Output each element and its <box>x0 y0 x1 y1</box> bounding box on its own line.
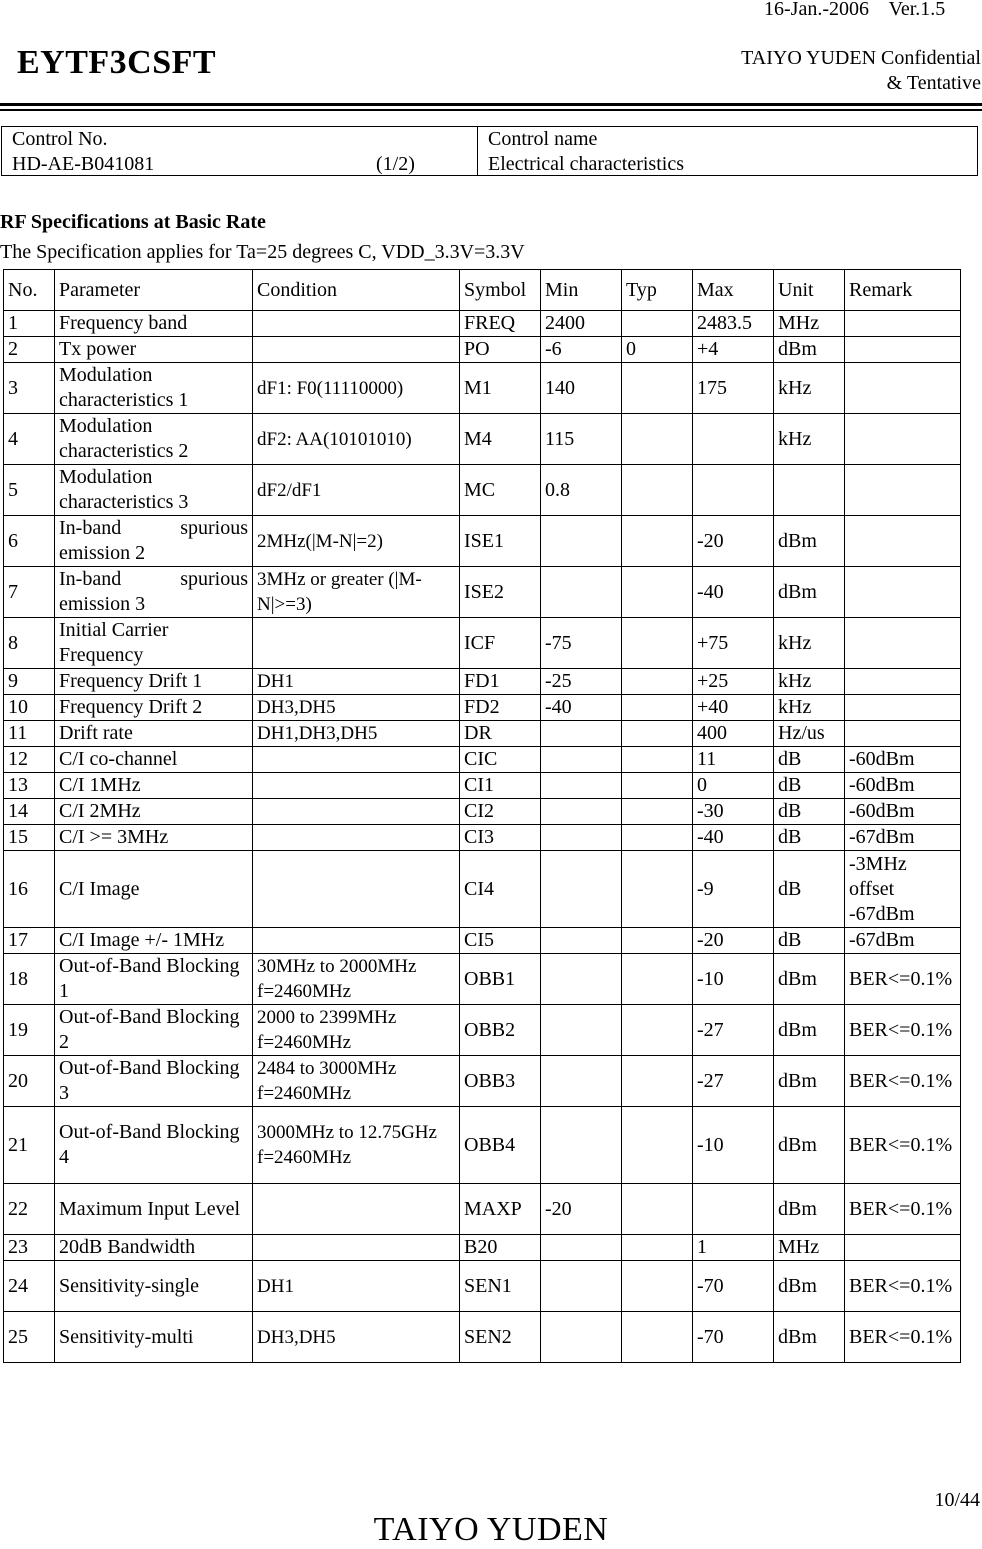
col-header-condition: Condition <box>253 270 460 311</box>
table-row <box>4 1056 961 1107</box>
cell-typ <box>622 1056 693 1107</box>
cell-condition <box>253 773 460 799</box>
cell-parameter: Out-of-Band Blocking 2 <box>55 1005 253 1056</box>
spec-condition: The Specification applies for Ta=25 degrees C, VDD_3.3V=3.3V <box>0 241 525 263</box>
cell-remark: BER<=0.1% <box>845 1005 961 1056</box>
cell-unit: dB <box>774 747 845 773</box>
cell-condition <box>253 337 460 363</box>
cell-no: 11 <box>4 721 55 747</box>
cell-unit: dB <box>774 851 845 928</box>
cell-condition: dF2/dF1 <box>253 465 460 516</box>
cell-remark <box>845 695 961 721</box>
cell-remark <box>845 567 961 618</box>
cell-max: +4 <box>693 337 774 363</box>
header-rule-thin <box>0 109 982 111</box>
cell-typ <box>622 773 693 799</box>
cell-min: -25 <box>541 669 622 695</box>
cell-no: 17 <box>4 928 55 954</box>
cell-unit: kHz <box>774 363 845 414</box>
cell-condition: dF1: F0(11110000) <box>253 363 460 414</box>
cell-unit: MHz <box>774 311 845 337</box>
cell-no: 6 <box>4 516 55 567</box>
table-row <box>4 954 961 1005</box>
cell-remark <box>845 721 961 747</box>
table-row <box>4 1005 961 1056</box>
cell-symbol: CIC <box>460 747 541 773</box>
table-row <box>4 1261 961 1312</box>
cell-condition: dF2: AA(10101010) <box>253 414 460 465</box>
cell-typ <box>622 516 693 567</box>
cell-symbol: CI1 <box>460 773 541 799</box>
cell-unit: kHz <box>774 695 845 721</box>
cell-parameter: Out-of-Band Blocking 3 <box>55 1056 253 1107</box>
cell-parameter: Frequency Drift 1 <box>55 669 253 695</box>
table-header-row <box>4 270 961 311</box>
cell-no: 13 <box>4 773 55 799</box>
cell-min <box>541 1235 622 1261</box>
cell-remark: -60dBm <box>845 747 961 773</box>
cell-condition: 3MHz or greater (|M-N|>=3) <box>253 567 460 618</box>
cell-typ <box>622 747 693 773</box>
table-row <box>4 695 961 721</box>
cell-max: 2483.5 <box>693 311 774 337</box>
cell-parameter: 20dB Bandwidth <box>55 1235 253 1261</box>
cell-parameter: Modulation characteristics 3 <box>55 465 253 516</box>
table-row <box>4 363 961 414</box>
cell-condition: 2000 to 2399MHz f=2460MHz <box>253 1005 460 1056</box>
cell-no: 22 <box>4 1184 55 1235</box>
cell-condition <box>253 799 460 825</box>
cell-max: -20 <box>693 928 774 954</box>
cell-max: -27 <box>693 1056 774 1107</box>
cell-min <box>541 928 622 954</box>
table-row <box>4 1312 961 1363</box>
cell-min: 0.8 <box>541 465 622 516</box>
cell-remark: BER<=0.1% <box>845 1312 961 1363</box>
cell-unit: dBm <box>774 567 845 618</box>
cell-symbol: OBB1 <box>460 954 541 1005</box>
col-header-min: Min <box>541 270 622 311</box>
table-body <box>4 311 961 1363</box>
cell-symbol: FREQ <box>460 311 541 337</box>
cell-no: 18 <box>4 954 55 1005</box>
cell-symbol: CI5 <box>460 928 541 954</box>
cell-typ <box>622 363 693 414</box>
cell-remark: BER<=0.1% <box>845 1184 961 1235</box>
confidential-line-2: & Tentative <box>886 72 981 94</box>
cell-condition <box>253 1235 460 1261</box>
table-row <box>4 1107 961 1184</box>
cell-condition: DH1 <box>253 669 460 695</box>
cell-min <box>541 825 622 851</box>
cell-min: 2400 <box>541 311 622 337</box>
cell-no: 5 <box>4 465 55 516</box>
cell-no: 16 <box>4 851 55 928</box>
cell-max: 11 <box>693 747 774 773</box>
cell-symbol: CI2 <box>460 799 541 825</box>
cell-unit: dBm <box>774 1261 845 1312</box>
cell-condition <box>253 825 460 851</box>
cell-parameter: Modulation characteristics 1 <box>55 363 253 414</box>
cell-no: 1 <box>4 311 55 337</box>
cell-remark <box>845 669 961 695</box>
cell-parameter: C/I 1MHz <box>55 773 253 799</box>
cell-parameter: Sensitivity-multi <box>55 1312 253 1363</box>
cell-parameter: Frequency Drift 2 <box>55 695 253 721</box>
cell-typ <box>622 1005 693 1056</box>
cell-remark <box>845 465 961 516</box>
cell-min <box>541 954 622 1005</box>
cell-typ <box>622 414 693 465</box>
cell-unit: dB <box>774 928 845 954</box>
cell-no: 24 <box>4 1261 55 1312</box>
table-row <box>4 773 961 799</box>
confidential-line-1: TAIYO YUDEN Confidential <box>741 47 981 69</box>
cell-unit: dBm <box>774 1005 845 1056</box>
cell-symbol: SEN1 <box>460 1261 541 1312</box>
cell-remark: -60dBm <box>845 773 961 799</box>
cell-parameter: C/I 2MHz <box>55 799 253 825</box>
cell-symbol: CI4 <box>460 851 541 928</box>
cell-remark: BER<=0.1% <box>845 954 961 1005</box>
cell-no: 7 <box>4 567 55 618</box>
cell-condition: DH3,DH5 <box>253 1312 460 1363</box>
cell-typ <box>622 825 693 851</box>
table-row <box>4 851 961 928</box>
cell-remark: -3MHz offset -67dBm <box>845 851 961 928</box>
cell-max: 175 <box>693 363 774 414</box>
table-row <box>4 516 961 567</box>
cell-unit: kHz <box>774 669 845 695</box>
cell-parameter: Out-of-Band Blocking 4 <box>55 1107 253 1184</box>
cell-condition: 2MHz(|M-N|=2) <box>253 516 460 567</box>
cell-min <box>541 516 622 567</box>
col-header-symbol: Symbol <box>460 270 541 311</box>
cell-typ <box>622 1312 693 1363</box>
header-rule-thick <box>0 103 982 106</box>
table-row <box>4 618 961 669</box>
col-header-no: No. <box>4 270 55 311</box>
control-number-label: Control No. <box>12 128 108 150</box>
table-row <box>4 311 961 337</box>
cell-condition <box>253 618 460 669</box>
cell-parameter: In-band spurious emission 3 <box>55 567 253 618</box>
table-row <box>4 721 961 747</box>
control-number-value: HD-AE-B041081 <box>12 153 155 175</box>
cell-min: -20 <box>541 1184 622 1235</box>
cell-no: 23 <box>4 1235 55 1261</box>
cell-symbol: SEN2 <box>460 1312 541 1363</box>
cell-min <box>541 1056 622 1107</box>
cell-typ <box>622 928 693 954</box>
cell-parameter: C/I Image +/- 1MHz <box>55 928 253 954</box>
cell-unit: dB <box>774 773 845 799</box>
cell-condition <box>253 1184 460 1235</box>
cell-min <box>541 1261 622 1312</box>
footer-company: TAIYO YUDEN <box>373 1511 609 1548</box>
date-version: 16-Jan.-2006 Ver.1.5 <box>764 0 946 20</box>
cell-condition: 3000MHz to 12.75GHz f=2460MHz <box>253 1107 460 1184</box>
cell-no: 4 <box>4 414 55 465</box>
cell-no: 12 <box>4 747 55 773</box>
cell-unit: dBm <box>774 954 845 1005</box>
cell-remark: -60dBm <box>845 799 961 825</box>
cell-unit: kHz <box>774 414 845 465</box>
cell-unit: dBm <box>774 1312 845 1363</box>
cell-parameter: Drift rate <box>55 721 253 747</box>
cell-max: -30 <box>693 799 774 825</box>
cell-condition: DH1,DH3,DH5 <box>253 721 460 747</box>
cell-condition <box>253 311 460 337</box>
cell-typ <box>622 465 693 516</box>
cell-parameter: Modulation characteristics 2 <box>55 414 253 465</box>
spec-table <box>3 269 961 1363</box>
control-name-cell <box>478 127 978 175</box>
cell-symbol: CI3 <box>460 825 541 851</box>
cell-max: -70 <box>693 1261 774 1312</box>
cell-typ <box>622 851 693 928</box>
cell-remark <box>845 516 961 567</box>
cell-max: -10 <box>693 954 774 1005</box>
cell-typ <box>622 1107 693 1184</box>
section-title: RF Specifications at Basic Rate <box>0 211 266 233</box>
table-row <box>4 465 961 516</box>
table-row <box>4 799 961 825</box>
cell-symbol: ICF <box>460 618 541 669</box>
cell-symbol: M4 <box>460 414 541 465</box>
cell-parameter: Maximum Input Level <box>55 1184 253 1235</box>
cell-no: 2 <box>4 337 55 363</box>
cell-unit: dBm <box>774 1184 845 1235</box>
cell-min <box>541 773 622 799</box>
cell-min: -40 <box>541 695 622 721</box>
cell-typ <box>622 954 693 1005</box>
cell-remark: BER<=0.1% <box>845 1261 961 1312</box>
table-row <box>4 747 961 773</box>
cell-condition: DH3,DH5 <box>253 695 460 721</box>
cell-symbol: OBB3 <box>460 1056 541 1107</box>
cell-condition <box>253 747 460 773</box>
cell-parameter: Sensitivity-single <box>55 1261 253 1312</box>
table-row <box>4 669 961 695</box>
cell-remark: -67dBm <box>845 825 961 851</box>
cell-max: +40 <box>693 695 774 721</box>
col-header-remark: Remark <box>845 270 961 311</box>
cell-parameter: Initial Carrier Frequency <box>55 618 253 669</box>
cell-remark <box>845 311 961 337</box>
control-number-cell <box>2 127 478 175</box>
cell-min <box>541 567 622 618</box>
cell-parameter: In-band spurious emission 2 <box>55 516 253 567</box>
cell-typ <box>622 721 693 747</box>
cell-max: -20 <box>693 516 774 567</box>
cell-no: 10 <box>4 695 55 721</box>
cell-symbol: PO <box>460 337 541 363</box>
cell-symbol: M1 <box>460 363 541 414</box>
col-header-parameter: Parameter <box>55 270 253 311</box>
cell-symbol: FD2 <box>460 695 541 721</box>
cell-max: -70 <box>693 1312 774 1363</box>
cell-symbol: MAXP <box>460 1184 541 1235</box>
cell-typ <box>622 695 693 721</box>
cell-no: 8 <box>4 618 55 669</box>
cell-unit: dBm <box>774 516 845 567</box>
cell-symbol: OBB4 <box>460 1107 541 1184</box>
cell-unit: dB <box>774 825 845 851</box>
cell-min: -75 <box>541 618 622 669</box>
table-row <box>4 337 961 363</box>
cell-unit: MHz <box>774 1235 845 1261</box>
cell-no: 14 <box>4 799 55 825</box>
cell-remark <box>845 618 961 669</box>
cell-max: -10 <box>693 1107 774 1184</box>
cell-max: 1 <box>693 1235 774 1261</box>
cell-remark: BER<=0.1% <box>845 1056 961 1107</box>
cell-min: 115 <box>541 414 622 465</box>
cell-min: 140 <box>541 363 622 414</box>
cell-typ: 0 <box>622 337 693 363</box>
cell-max: 0 <box>693 773 774 799</box>
cell-unit: dBm <box>774 1107 845 1184</box>
table-row <box>4 1235 961 1261</box>
cell-min <box>541 721 622 747</box>
cell-max: -40 <box>693 825 774 851</box>
col-header-max: Max <box>693 270 774 311</box>
table-row <box>4 928 961 954</box>
cell-typ <box>622 311 693 337</box>
table-row <box>4 1184 961 1235</box>
cell-symbol: MC <box>460 465 541 516</box>
cell-condition <box>253 928 460 954</box>
cell-condition: DH1 <box>253 1261 460 1312</box>
cell-min <box>541 1005 622 1056</box>
cell-no: 21 <box>4 1107 55 1184</box>
cell-symbol: DR <box>460 721 541 747</box>
cell-min <box>541 799 622 825</box>
cell-typ <box>622 1261 693 1312</box>
cell-remark: -67dBm <box>845 928 961 954</box>
cell-max <box>693 1184 774 1235</box>
cell-condition: 2484 to 3000MHz f=2460MHz <box>253 1056 460 1107</box>
cell-min <box>541 1107 622 1184</box>
cell-max <box>693 465 774 516</box>
cell-symbol: FD1 <box>460 669 541 695</box>
cell-unit: kHz <box>774 618 845 669</box>
cell-max: 400 <box>693 721 774 747</box>
cell-no: 15 <box>4 825 55 851</box>
page-part: (1/2) <box>376 153 415 175</box>
cell-symbol: ISE1 <box>460 516 541 567</box>
cell-symbol: B20 <box>460 1235 541 1261</box>
cell-symbol: OBB2 <box>460 1005 541 1056</box>
cell-max: -40 <box>693 567 774 618</box>
cell-max <box>693 414 774 465</box>
cell-parameter: C/I co-channel <box>55 747 253 773</box>
cell-no: 19 <box>4 1005 55 1056</box>
confidential-notice <box>741 46 981 96</box>
cell-max: +25 <box>693 669 774 695</box>
cell-remark <box>845 363 961 414</box>
cell-no: 3 <box>4 363 55 414</box>
model-title: EYTF3CSFT <box>17 44 217 81</box>
cell-symbol: ISE2 <box>460 567 541 618</box>
cell-typ <box>622 669 693 695</box>
cell-min <box>541 851 622 928</box>
cell-typ <box>622 567 693 618</box>
cell-typ <box>622 618 693 669</box>
cell-parameter: C/I >= 3MHz <box>55 825 253 851</box>
cell-max: +75 <box>693 618 774 669</box>
control-name-label: Control name <box>488 128 598 150</box>
cell-no: 20 <box>4 1056 55 1107</box>
cell-parameter: Out-of-Band Blocking 1 <box>55 954 253 1005</box>
cell-min <box>541 1312 622 1363</box>
cell-condition <box>253 851 460 928</box>
cell-unit: dB <box>774 799 845 825</box>
cell-no: 9 <box>4 669 55 695</box>
table-row <box>4 567 961 618</box>
control-name-value: Electrical characteristics <box>488 153 684 175</box>
cell-typ <box>622 1184 693 1235</box>
cell-parameter: C/I Image <box>55 851 253 928</box>
cell-unit: dBm <box>774 337 845 363</box>
page-number: 10/44 <box>934 1489 980 1511</box>
cell-min <box>541 747 622 773</box>
cell-max: -9 <box>693 851 774 928</box>
cell-no: 25 <box>4 1312 55 1363</box>
control-box <box>1 126 978 176</box>
cell-max: -27 <box>693 1005 774 1056</box>
cell-remark <box>845 337 961 363</box>
cell-typ <box>622 799 693 825</box>
table-row <box>4 825 961 851</box>
cell-condition: 30MHz to 2000MHz f=2460MHz <box>253 954 460 1005</box>
cell-min: -6 <box>541 337 622 363</box>
cell-unit <box>774 465 845 516</box>
cell-parameter: Frequency band <box>55 311 253 337</box>
cell-typ <box>622 1235 693 1261</box>
cell-remark <box>845 414 961 465</box>
cell-parameter: Tx power <box>55 337 253 363</box>
cell-remark <box>845 1235 961 1261</box>
col-header-unit: Unit <box>774 270 845 311</box>
table-row <box>4 414 961 465</box>
cell-unit: dBm <box>774 1056 845 1107</box>
col-header-typ: Typ <box>622 270 693 311</box>
cell-remark: BER<=0.1% <box>845 1107 961 1184</box>
cell-unit: Hz/us <box>774 721 845 747</box>
